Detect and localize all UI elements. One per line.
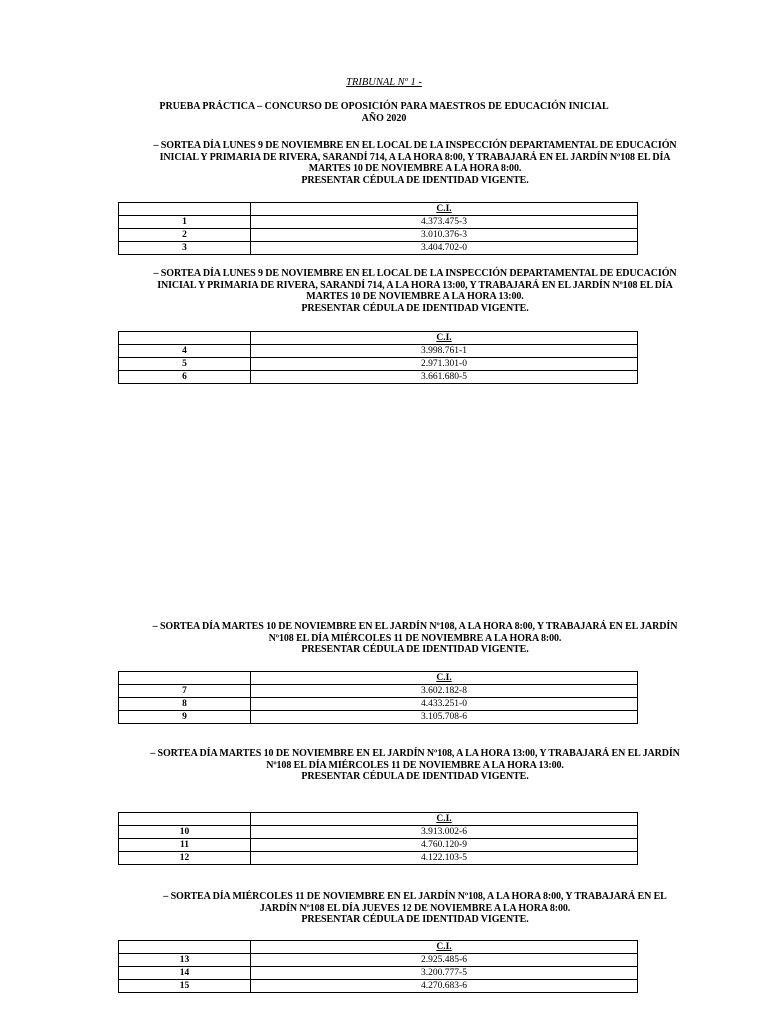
- notice-line: PRESENTAR CÉDULA DE IDENTIDAD VIGENTE.: [301, 302, 529, 314]
- ci-value: 4.760.120-9: [251, 839, 638, 852]
- ci-header: C.I.: [251, 203, 638, 216]
- ci-value: 3.661.680-5: [251, 371, 638, 384]
- ci-header: C.I.: [251, 941, 638, 954]
- ci-table-3: [118, 671, 638, 724]
- row-number: 2: [119, 229, 251, 242]
- heading-line: PRUEBA PRÁCTICA – CONCURSO DE OPOSICIÓN PARA MAESTROS DE EDUCACIÓN INICIAL: [159, 101, 609, 112]
- row-number: 13: [119, 954, 251, 967]
- ci-value: 4.373.475-3: [251, 216, 638, 229]
- table-row: [119, 685, 638, 698]
- ci-value: 2.925.485-6: [251, 954, 638, 967]
- ci-table-2: [118, 331, 638, 384]
- blank-header-cell: [119, 813, 251, 826]
- ci-value: 3.602.182-8: [251, 685, 638, 698]
- table-row: [119, 371, 638, 384]
- ci-value: 4.433.251-0: [251, 698, 638, 711]
- notice-line: – SORTEA DÍA MIÉRCOLES 11 DE NOVIEMBRE EN EL JARDÍN Nº108, A LA HORA 8:00, Y TRABAJARÁ EN EL: [163, 891, 667, 902]
- notice-line: Nº108 EL DÍA MIÉRCOLES 11 DE NOVIEMBRE A LA HORA 8:00.: [268, 632, 562, 644]
- row-number: 5: [119, 358, 251, 371]
- ci-header: C.I.: [251, 672, 638, 685]
- table-row: [119, 980, 638, 993]
- ci-table-5: [118, 940, 638, 993]
- document-heading: [0, 101, 768, 125]
- table-header-row: [119, 672, 638, 685]
- table-row: [119, 954, 638, 967]
- notice-line: – SORTEA DÍA MARTES 10 DE NOVIEMBRE EN EL JARDÍN Nº108, A LA HORA 13:00, Y TRABAJARÁ EN EL JARDÍN: [150, 748, 680, 759]
- notice-line: MARTES 10 DE NOVIEMBRE A LA HORA 8:00.: [308, 163, 522, 174]
- ci-table-1: [118, 202, 638, 255]
- ci-value: 3.404.702-0: [251, 242, 638, 255]
- ci-value: 4.122.103-5: [251, 852, 638, 865]
- schedule-notice-5: [110, 891, 720, 926]
- table-row: [119, 698, 638, 711]
- ci-value: 3.200.777-5: [251, 967, 638, 980]
- notice-line: Nº108 EL DÍA MIÉRCOLES 11 DE NOVIEMBRE A LA HORA 13:00.: [266, 759, 564, 771]
- notice-line: PRESENTAR CÉDULA DE IDENTIDAD VIGENTE.: [301, 644, 529, 655]
- notice-line: PRESENTAR CÉDULA DE IDENTIDAD VIGENTE.: [301, 771, 529, 782]
- table-row: [119, 826, 638, 839]
- row-number: 8: [119, 698, 251, 711]
- notice-line: MARTES 10 DE NOVIEMBRE A LA HORA 13:00.: [306, 291, 524, 302]
- ci-header: C.I.: [251, 813, 638, 826]
- row-number: 1: [119, 216, 251, 229]
- schedule-notice-4: [110, 748, 720, 783]
- table-row: [119, 345, 638, 358]
- row-number: 15: [119, 980, 251, 993]
- notice-line: INICIAL Y PRIMARIA DE RIVERA, SARANDÍ 714, A LA HORA 8:00, Y TRABAJARÁ EN EL JARDÍN Nº108 EL DÍA: [159, 151, 671, 163]
- schedule-notice-2: [110, 268, 720, 314]
- ci-value: 4.270.683-6: [251, 980, 638, 993]
- schedule-notice-1: [110, 140, 720, 186]
- ci-table-4: [118, 812, 638, 865]
- notice-line: – SORTEA DÍA LUNES 9 DE NOVIEMBRE EN EL LOCAL DE LA INSPECCIÓN DEPARTAMENTAL DE EDUCACIÓN: [153, 140, 677, 151]
- ci-value: 3.913.002-6: [251, 826, 638, 839]
- notice-line: PRESENTAR CÉDULA DE IDENTIDAD VIGENTE.: [301, 174, 529, 186]
- table-row: [119, 839, 638, 852]
- heading-year: AÑO 2020: [361, 113, 407, 124]
- row-number: 9: [119, 711, 251, 724]
- blank-header-cell: [119, 332, 251, 345]
- row-number: 7: [119, 685, 251, 698]
- row-number: 14: [119, 967, 251, 980]
- notice-line: INICIAL Y PRIMARIA DE RIVERA, SARANDÍ 714, A LA HORA 13:00, Y TRABAJARÁ EN EL JARDÍN Nº108 EL DÍA: [157, 279, 673, 291]
- schedule-notice-3: [110, 621, 720, 656]
- ci-value: 3.998.761-1: [251, 345, 638, 358]
- ci-value: 3.105.708-6: [251, 711, 638, 724]
- notice-line: – SORTEA DÍA MARTES 10 DE NOVIEMBRE EN EL JARDÍN Nº108, A LA HORA 8:00, Y TRABAJARÁ EN EL JARDÍN: [152, 621, 678, 632]
- row-number: 3: [119, 242, 251, 255]
- table-row: [119, 852, 638, 865]
- row-number: 10: [119, 826, 251, 839]
- table-header-row: [119, 332, 638, 345]
- table-row: [119, 711, 638, 724]
- blank-header-cell: [119, 203, 251, 216]
- ci-header: C.I.: [251, 332, 638, 345]
- ci-value: 3.010.376-3: [251, 229, 638, 242]
- row-number: 6: [119, 371, 251, 384]
- table-header-row: [119, 203, 638, 216]
- table-row: [119, 216, 638, 229]
- table-header-row: [119, 941, 638, 954]
- table-row: [119, 967, 638, 980]
- row-number: 11: [119, 839, 251, 852]
- blank-header-cell: [119, 672, 251, 685]
- notice-line: PRESENTAR CÉDULA DE IDENTIDAD VIGENTE.: [301, 914, 529, 925]
- blank-header-cell: [119, 941, 251, 954]
- notice-line: JARDÍN Nº108 EL DÍA JUEVES 12 DE NOVIEMBRE A LA HORA 8:00.: [259, 902, 571, 914]
- tribunal-title: TRIBUNAL Nº 1 -: [346, 77, 422, 88]
- table-header-row: [119, 813, 638, 826]
- row-number: 4: [119, 345, 251, 358]
- table-row: [119, 242, 638, 255]
- notice-line: – SORTEA DÍA LUNES 9 DE NOVIEMBRE EN EL LOCAL DE LA INSPECCIÓN DEPARTAMENTAL DE EDUCACIÓN: [153, 268, 677, 279]
- row-number: 12: [119, 852, 251, 865]
- ci-value: 2.971.301-0: [251, 358, 638, 371]
- table-row: [119, 358, 638, 371]
- table-row: [119, 229, 638, 242]
